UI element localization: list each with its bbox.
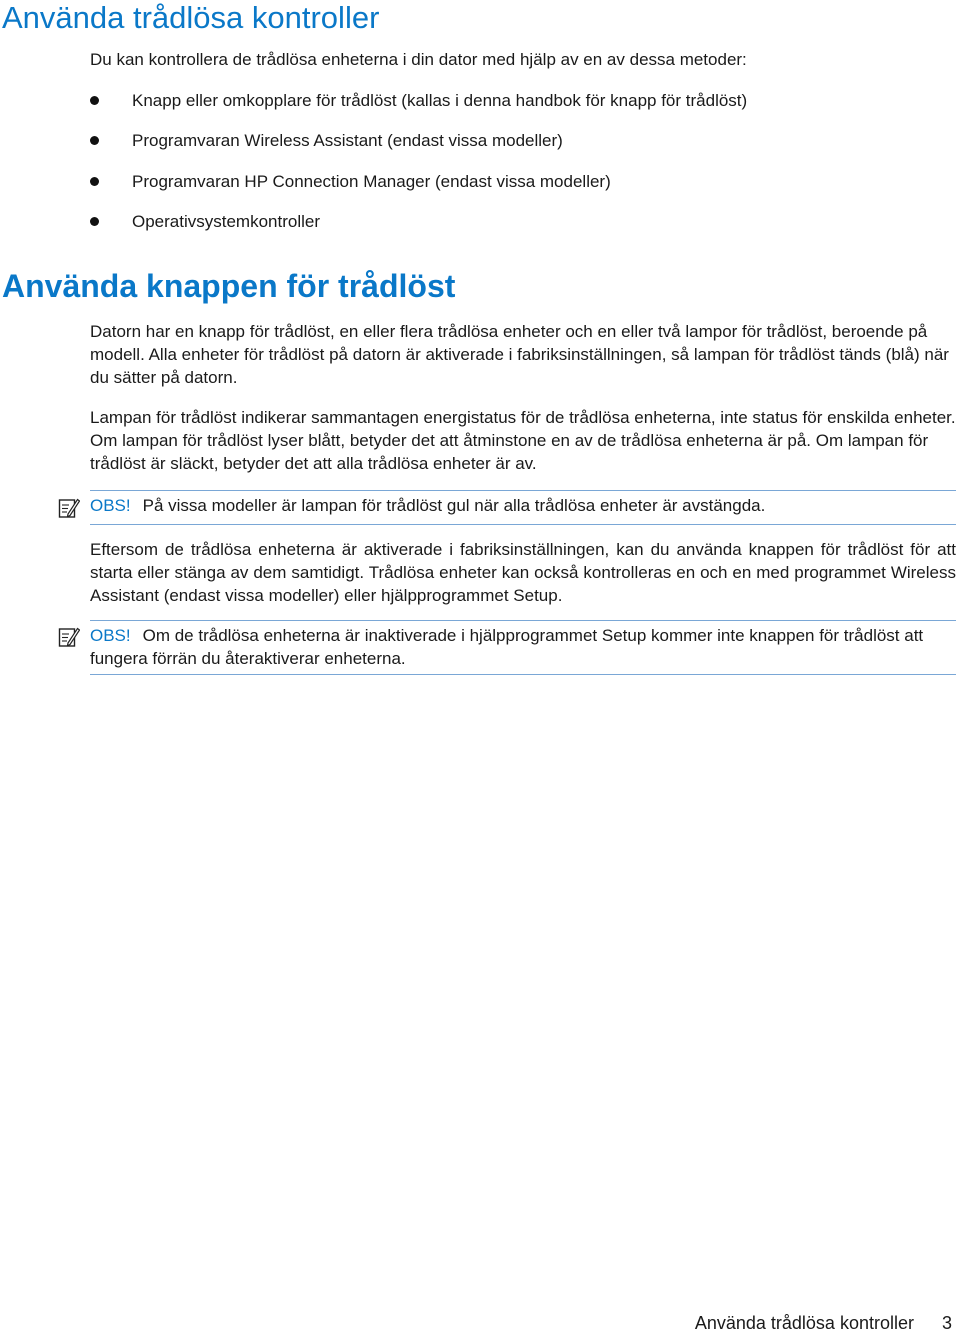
paragraph-button-description: Datorn har en knapp för trådlöst, en eller flera trådlösa enheter och en eller två lampor för trådlöst, beroende på modell. Alla enheter för trådlöst på datorn är aktiverade i fabriksinställningen, så lampan för trådlöst tänds (blå) när du sätter på datorn. <box>90 322 949 387</box>
note-box <box>58 620 956 680</box>
intro-text: Du kan kontrollera de trådlösa enheterna i din dator med hjälp av en av dessa metoder: <box>90 50 747 69</box>
note-label: OBS! <box>90 626 131 645</box>
list-item <box>90 90 747 130</box>
methods-list <box>90 90 747 251</box>
paragraph-factory-settings: Eftersom de trådlösa enheterna är aktiverade i fabriksinställningen, kan du använda knappen för trådlöst för att starta eller stänga av dem samtidigt. Trådlösa enheter kan också kontrolleras en och en med programmet Wireless Assistant (endast vissa modeller) eller hjälpprogrammet Setup. <box>90 540 956 605</box>
note-bottom-rule <box>90 674 956 675</box>
list-item-text: Knapp eller omkopplare för trådlöst (kallas i denna handbok för knapp för trådlöst) <box>132 91 748 110</box>
footer-title: Använda trådlösa kontroller <box>694 1313 914 1333</box>
page-heading: Använda trådlösa kontroller <box>2 0 380 35</box>
list-item-text: Programvaran HP Connection Manager (endast vissa modeller) <box>132 171 611 191</box>
list-item <box>90 171 747 211</box>
paragraph-lamp-status: Lampan för trådlöst indikerar sammantagen energistatus för de trådlösa enheterna, inte status för enskilda enheter. Om lampan för trådlöst lyser blått, betyder det att åtminstone en av de trådlösa enheterna är på. Om lampan för trådlöst är släckt, betyder det att alla trådlösa enheter är av. <box>90 408 956 473</box>
page-footer <box>695 1312 952 1334</box>
list-item <box>90 130 747 170</box>
note-label: OBS! <box>90 496 131 515</box>
bullet-icon <box>90 177 99 186</box>
note-box <box>58 490 956 530</box>
note-pencil-icon <box>58 626 80 648</box>
bullet-icon <box>90 217 99 226</box>
list-item <box>90 211 747 251</box>
list-item-text: Programvaran Wireless Assistant (endast vissa modeller) <box>132 131 563 151</box>
page-number: 3 <box>941 1313 952 1333</box>
note-content <box>90 624 956 670</box>
note-top-rule <box>90 490 956 491</box>
note-top-rule <box>90 620 956 621</box>
bullet-icon <box>90 96 99 105</box>
note-pencil-icon <box>58 497 80 519</box>
list-item-text: Operativsystemkontroller <box>132 211 321 231</box>
bullet-icon <box>90 136 99 145</box>
note-content <box>90 494 956 517</box>
note-text: På vissa modeller är lampan för trådlöst gul när alla trådlösa enheter är avstängda. <box>142 496 766 515</box>
note-bottom-rule <box>90 524 956 525</box>
section-heading: Använda knappen för trådlöst <box>2 268 456 304</box>
note-text: Om de trådlösa enheterna är inaktiverade i hjälpprogrammet Setup kommer inte knappen för trådlöst att fungera förrän du återaktiverar enheterna. <box>90 626 924 668</box>
